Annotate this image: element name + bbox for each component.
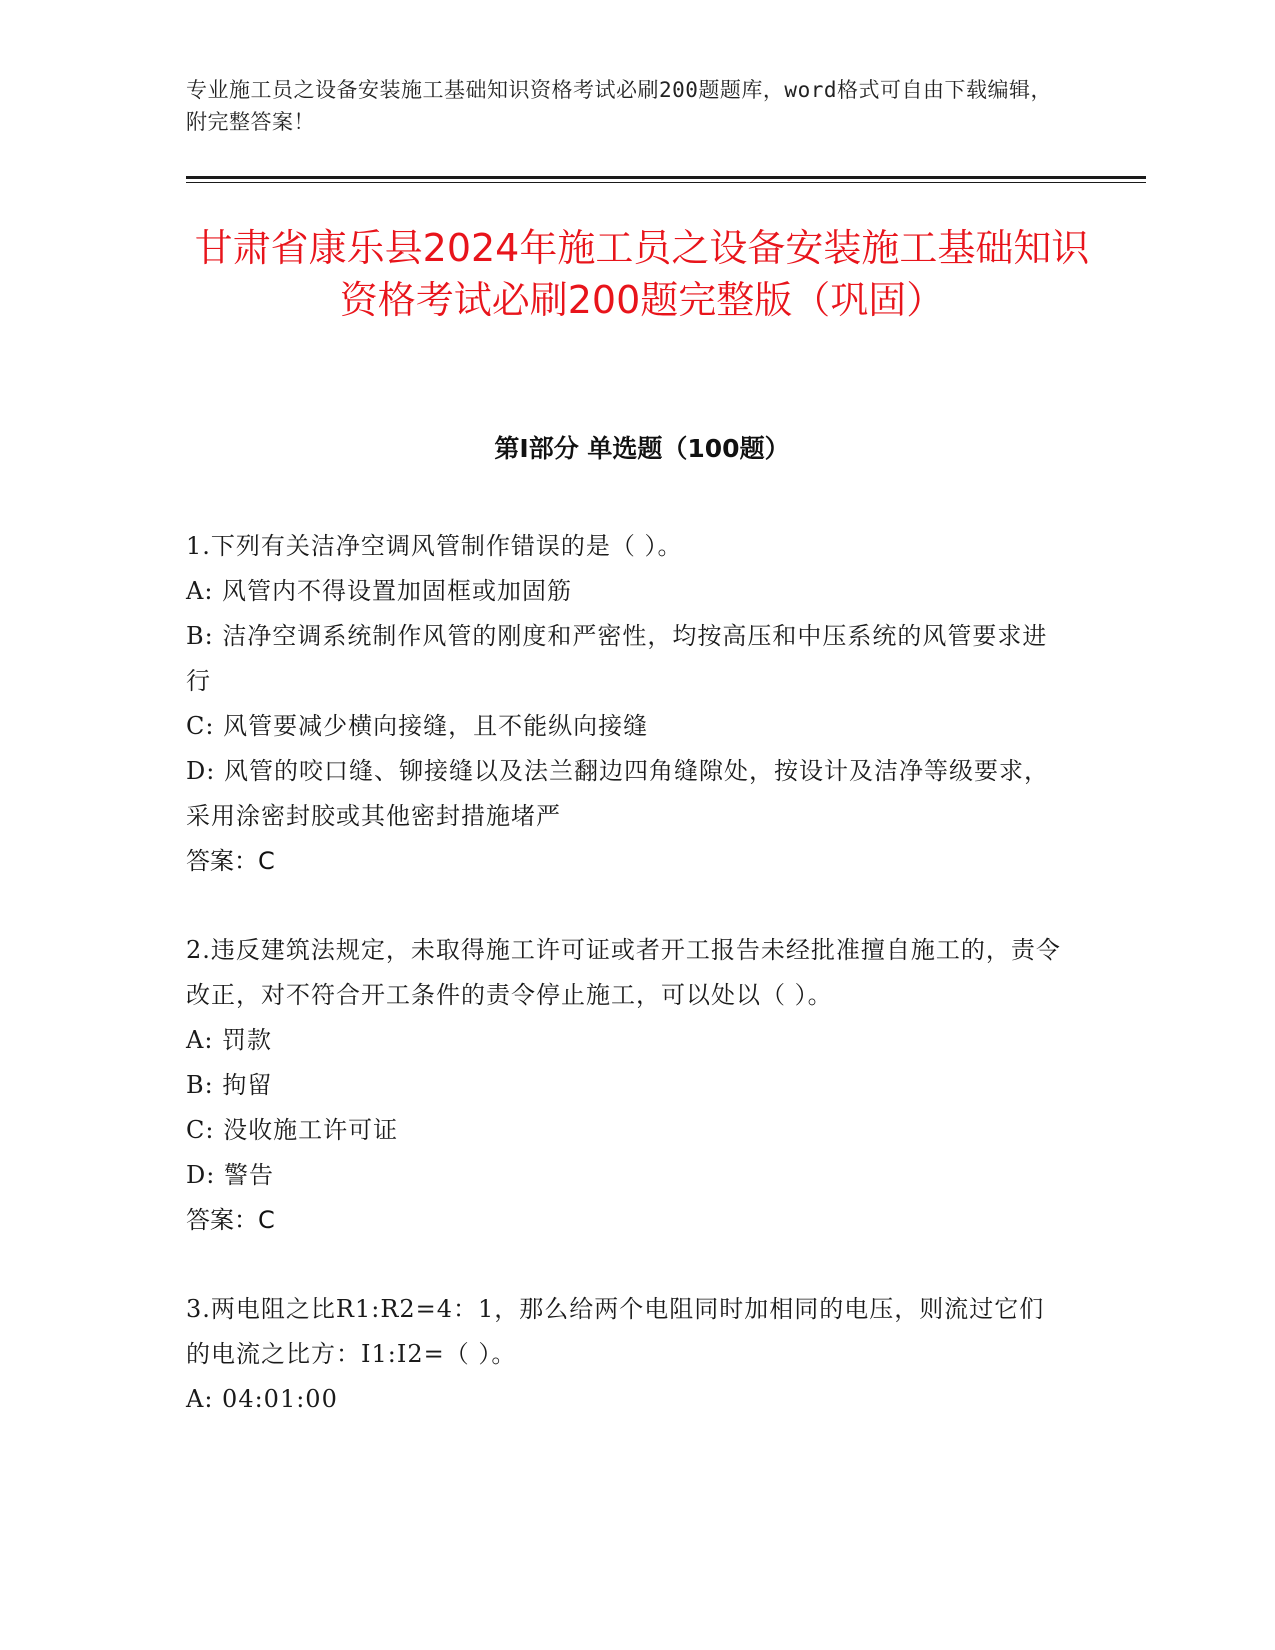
question-stem: 1.下列有关洁净空调风管制作错误的是（ ）。	[186, 532, 683, 560]
question-stem: 2.违反建筑法规定，未取得施工许可证或者开工报告未经批准擅自施工的，责令改正，对不符合开工条件的责令停止施工，可以处以（ ）。	[186, 936, 1061, 1009]
question-3	[186, 1287, 1066, 1422]
option-d: D: 风管的咬口缝、铆接缝以及法兰翻边四角缝隙处，按设计及洁净等级要求，采用涂密封胶或其他密封措施堵严	[186, 757, 1049, 830]
option-c: C: 没收施工许可证	[186, 1116, 399, 1144]
option-b: B: 拘留	[186, 1071, 273, 1099]
option-b: B: 洁净空调系统制作风管的刚度和严密性，均按高压和中压系统的风管要求进行	[186, 622, 1048, 695]
document-title: 甘肃省康乐县2024年施工员之设备安装施工基础知识资格考试必刷200题完整版（巩固）	[194, 226, 1090, 322]
header-note: 专业施工员之设备安装施工基础知识资格考试必刷200题题库，word格式可自由下载编辑，附完整答案！	[186, 78, 1052, 134]
answer: 答案：C	[186, 1206, 275, 1234]
header-divider-thick	[186, 176, 1146, 179]
option-a: A: 罚款	[186, 1026, 273, 1054]
option-a: A: 风管内不得设置加固框或加固筋	[186, 577, 573, 605]
answer: 答案：C	[186, 847, 275, 875]
question-list	[186, 524, 1066, 1466]
header-divider-thin	[186, 182, 1146, 183]
option-a: A: 04:01:00	[186, 1385, 338, 1413]
question-1	[186, 524, 1066, 884]
question-stem: 3.两电阻之比R1:R2=4：1，那么给两个电阻同时加相同的电压，则流过它们的电流之比方：I1:I2=（ ）。	[186, 1295, 1045, 1368]
option-c: C: 风管要减少横向接缝，且不能纵向接缝	[186, 712, 649, 740]
question-2	[186, 928, 1066, 1243]
option-d: D: 警告	[186, 1161, 274, 1189]
section-heading: 第Ⅰ部分 单选题（100题）	[494, 434, 790, 463]
